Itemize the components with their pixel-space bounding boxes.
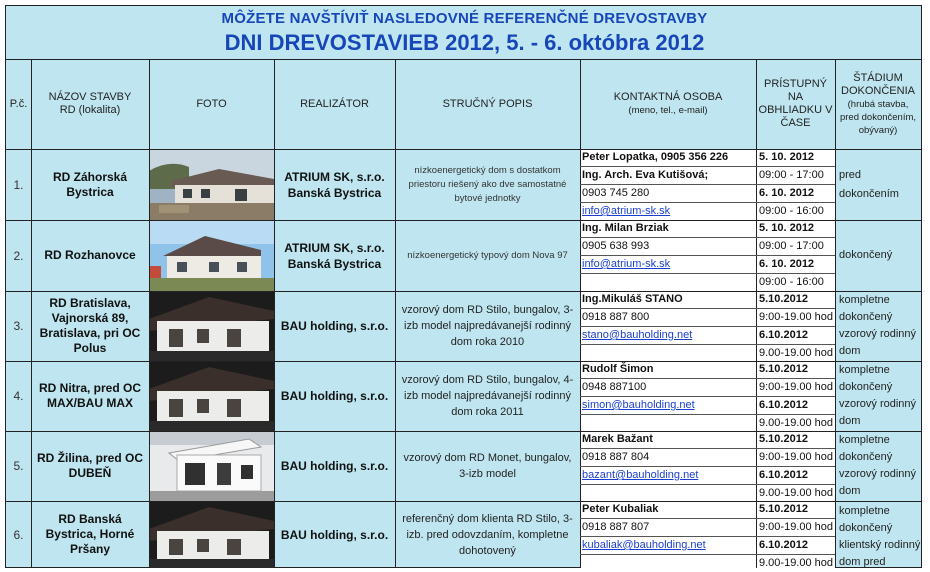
row-5-time-2: 9.00-19.00 hod [756, 485, 835, 501]
row-4-date-2: 6.10.2012 [756, 397, 835, 414]
row-6-contact-line-1: Peter Kubaliak [580, 501, 756, 518]
row-6-time-1: 9:00-19.00 hod [756, 519, 835, 536]
row-4-time-2: 9.00-19.00 hod [756, 415, 835, 431]
reference-table [5, 5, 922, 568]
row-1-photo [149, 149, 274, 220]
row-2-contact-line-2: 0905 638 993 [580, 238, 756, 255]
row-2-number: 2. [13, 248, 24, 263]
row-6-contact-line-4 [580, 555, 756, 568]
row-1-realizator: ATRIUM SK, s.r.o. Banská Bystrica [284, 169, 385, 200]
cell-separator [580, 396, 835, 397]
row-2-time-1: 09:00 - 17:00 [756, 238, 835, 255]
row-3-photo [149, 291, 274, 361]
row-4-time-1: 9:00-19.00 hod [756, 379, 835, 396]
row-6-date-1: 5.10.2012 [756, 501, 835, 518]
row-6-email-link[interactable]: kubaliak@bauholding.net [580, 537, 756, 554]
row-3-contact-line-2: 0918 887 800 [580, 309, 756, 326]
row-1-email-link[interactable]: info@atrium-sk.sk [580, 203, 756, 220]
row-3-number: 3. [13, 319, 24, 333]
header-name-label: NÁZOV STAVBY [48, 91, 132, 103]
grid-line [274, 59, 275, 568]
header-name-sub: RD (lokalita) [59, 104, 121, 116]
grid-line [31, 59, 32, 568]
header-contact-label: KONTAKTNÁ OSOBA [613, 91, 723, 103]
header-contact-sub: (meno, tel., e-mail) [628, 105, 708, 116]
header-stage-sub: (hrubá stavba, pred dokončením, obývaný) [839, 98, 917, 136]
row-6-time-2: 9.00-19.00 hod [756, 555, 835, 568]
row-2-stage: dokončený [839, 249, 893, 261]
grid-line [6, 220, 921, 221]
row-5-email-link[interactable]: bazant@bauholding.net [580, 467, 756, 484]
row-4-contact-line-4 [580, 415, 756, 431]
cell-separator [580, 273, 835, 274]
row-2-time-2: 09:00 - 16:00 [756, 274, 835, 291]
row-4-date-1: 5.10.2012 [756, 361, 835, 378]
grid-line [6, 59, 921, 60]
row-1-contact-line-3: 0903 745 280 [580, 185, 756, 202]
cell-separator [580, 184, 835, 185]
row-4-stage: kompletne dokončený vzorový rodinný dom [839, 364, 917, 427]
row-2-contact-line-1: Ing. Milan Brziak [580, 220, 756, 237]
cell-separator [580, 308, 835, 309]
cell-separator [580, 518, 835, 519]
grid-line [6, 501, 921, 502]
header-photo: FOTO [196, 97, 227, 110]
row-1-number: 1. [13, 177, 24, 192]
row-1-time-1: 09:00 - 17:00 [756, 167, 835, 184]
grid-line [6, 149, 921, 150]
row-5-photo [149, 431, 274, 501]
row-1-description: nízkoenergetický dom s dostatkom priestoru riešený ako dve samostatné bytové jednotky [408, 164, 567, 204]
row-5-date-1: 5.10.2012 [756, 431, 835, 448]
cell-separator [580, 202, 835, 203]
row-6-description: referenčný dom klienta RD Stilo, 3-izb. pred odovzdaním, kompletne dohotovený [402, 512, 573, 557]
row-4-photo [149, 361, 274, 431]
row-5-contact-line-2: 0918 887 804 [580, 449, 756, 466]
row-3-name: RD Bratislava, Vajnorská 89, Bratislava, pri OC Polus [39, 296, 141, 355]
row-5-contact-line-1: Marek Bažant [580, 431, 756, 448]
grid-line [149, 59, 150, 568]
row-1-stage: pred dokončením [839, 168, 899, 200]
row-6-name: RD Banská Bystrica, Horné Pršany [45, 512, 135, 556]
row-1-date-1: 5. 10. 2012 [756, 149, 835, 166]
cell-separator [580, 255, 835, 256]
row-3-description: vzorový dom RD Stilo, bungalov, 3-izb model najpredávanejší rodinný dom roka 2010 [401, 304, 574, 348]
row-2-email-link[interactable]: info@atrium-sk.sk [580, 256, 756, 273]
header-realizator: REALIZÁTOR [300, 97, 369, 110]
row-6-date-2: 6.10.2012 [756, 537, 835, 554]
grid-line [835, 59, 836, 568]
row-2-contact-line-4 [580, 274, 756, 291]
grid-line [6, 431, 921, 432]
row-4-email-link[interactable]: simon@bauholding.net [580, 397, 756, 414]
cell-separator [580, 466, 835, 467]
cell-separator [580, 448, 835, 449]
row-3-contact-line-4 [580, 345, 756, 361]
row-1-time-2: 09:00 - 16:00 [756, 203, 835, 220]
row-3-email-link[interactable]: stano@bauholding.net [580, 327, 756, 344]
row-2-name: RD Rozhanovce [44, 248, 136, 262]
cell-separator [580, 414, 835, 415]
row-3-date-2: 6.10.2012 [756, 327, 835, 344]
row-6-number: 6. [13, 527, 24, 542]
cell-separator [580, 344, 835, 345]
row-6-realizator: BAU holding, s.r.o. [280, 527, 389, 542]
grid-line [756, 59, 757, 568]
cell-separator [580, 484, 835, 485]
page-subtitle: DNI DREVOSTAVIEB 2012, 5. - 6. októbra 2012 [224, 30, 705, 55]
row-1-date-2: 6. 10. 2012 [756, 185, 835, 202]
row-4-number: 4. [13, 389, 24, 403]
row-5-name: RD Žilina, pred OC DUBEŇ [36, 451, 143, 480]
row-3-time-1: 9:00-19.00 hod [756, 309, 835, 326]
grid-line [580, 59, 581, 568]
row-3-realizator: BAU holding, s.r.o. [280, 319, 389, 333]
row-2-photo [149, 220, 274, 291]
row-3-stage: kompletne dokončený vzorový rodinný dom [839, 294, 917, 357]
row-5-number: 5. [13, 459, 24, 473]
cell-separator [580, 237, 835, 238]
row-6-photo [149, 501, 274, 568]
row-4-name: RD Nitra, pred OC MAX/BAU MAX [38, 381, 141, 410]
row-5-stage: kompletne dokončený vzorový rodinný dom [839, 434, 917, 497]
row-3-date-1: 5.10.2012 [756, 291, 835, 308]
page-title: MÔŽETE NAVŠTÍVIŤ NASLEDOVNÉ REFERENČNÉ DREVOSTAVBY [221, 10, 708, 27]
grid-line [6, 361, 921, 362]
header-stage [835, 59, 921, 149]
row-2-date-1: 5. 10. 2012 [756, 220, 835, 237]
row-4-contact-line-2: 0948 887100 [580, 379, 756, 396]
cell-separator [580, 536, 835, 537]
row-5-date-2: 6.10.2012 [756, 467, 835, 484]
row-3-contact-line-1: Ing.Mikuláš STANO [580, 291, 756, 308]
row-5-realizator: BAU holding, s.r.o. [280, 459, 389, 473]
row-1-name: RD Záhorská Bystrica [52, 169, 128, 199]
row-2-realizator: ATRIUM SK, s.r.o. Banská Bystrica [284, 240, 385, 271]
row-1-contact-line-2: Ing. Arch. Eva Kutišová; [580, 167, 756, 184]
row-5-contact-line-4 [580, 485, 756, 501]
header-availability: PRÍSTUPNÝ NA OBHLIADKU V ČASE [758, 78, 833, 129]
cell-separator [580, 326, 835, 327]
row-4-realizator: BAU holding, s.r.o. [280, 389, 389, 403]
row-2-description: nízkoenergetický typový dom Nova 97 [407, 249, 568, 261]
header-description: STRUČNÝ POPIS [442, 97, 533, 110]
row-4-contact-line-1: Rudolf Šimon [580, 361, 756, 378]
cell-separator [580, 166, 835, 167]
grid-line [395, 59, 396, 568]
grid-line [6, 291, 921, 292]
header-number: P.č. [9, 97, 28, 110]
header-contact [580, 59, 756, 149]
header-name [31, 59, 149, 149]
row-1-contact-line-1: Peter Lopatka, 0905 356 226 [580, 149, 756, 166]
row-5-time-1: 9:00-19.00 hod [756, 449, 835, 466]
header-stage-label: ŠTÁDIUM DOKONČENIA [841, 71, 915, 97]
row-5-description: vzorový dom RD Monet, bungalov, 3-izb model [403, 452, 572, 480]
row-2-date-2: 6. 10. 2012 [756, 256, 835, 273]
cell-separator [580, 378, 835, 379]
row-4-description: vzorový dom RD Stilo, bungalov, 4-izb model najpredávanejší rodinný dom roka 2011 [401, 374, 574, 418]
row-6-stage: kompletne dokončený klientský rodinný dom pred [839, 505, 921, 568]
cell-separator [580, 554, 835, 555]
row-6-contact-line-2: 0918 887 807 [580, 519, 756, 536]
row-3-time-2: 9.00-19.00 hod [756, 345, 835, 361]
